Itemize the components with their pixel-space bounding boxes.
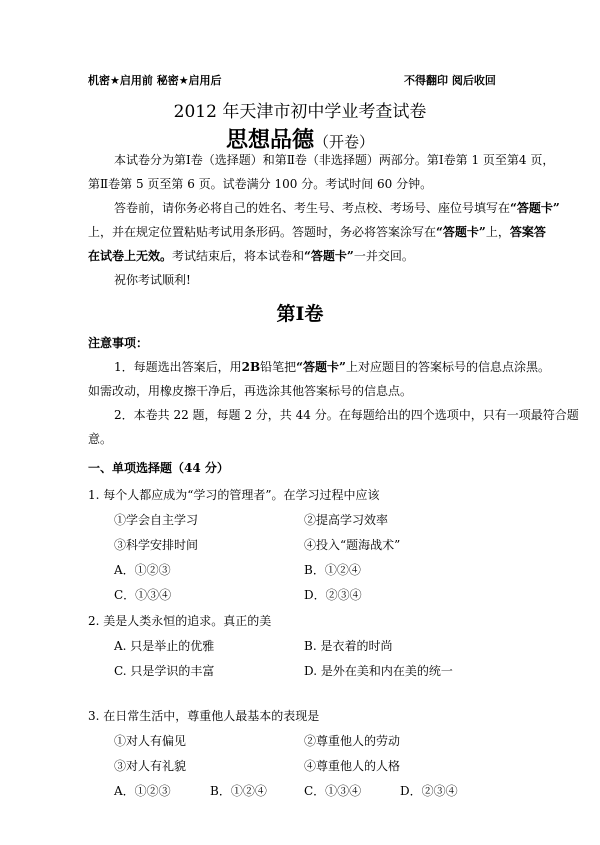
intro-p1-line1: 本试卷分为第Ⅰ卷（选择题）和第Ⅱ卷（非选择题）两部分。第Ⅰ卷第 1 页至第4 页，: [114, 153, 555, 167]
question-2-option-d: D. 是外在美和内在美的统一: [304, 664, 453, 678]
question-2-option-c: C. 只是学识的丰富: [114, 664, 215, 678]
question-1-option-b: B．①②④: [304, 563, 361, 577]
note-2-line1: 2．本卷共 22 题，每题 2 分，共 44 分。在每题给出的四个选项中，只有一项最符合题: [114, 408, 579, 422]
question-3-item-1: ①对人有偏见: [114, 734, 187, 748]
notes-heading: 注意事项：: [88, 336, 149, 350]
question-3-option-d: D．②③④: [400, 784, 458, 798]
question-3-item-4: ④尊重他人的人格: [304, 759, 401, 773]
question-3-option-a: A．①②③: [114, 784, 171, 798]
question-3-option-b: B．①②④: [210, 784, 267, 798]
question-3-item-3: ③对人有礼貌: [114, 759, 187, 773]
question-1-option-c: C．①③④: [114, 588, 172, 602]
part-heading: 一、单项选择题（44 分）: [88, 461, 229, 475]
confidential-label-left: 机密★启用前 秘密★启用后: [88, 74, 222, 87]
question-2-option-a: A. 只是举止的优雅: [114, 639, 215, 653]
note-2-line2: 意。: [88, 432, 113, 446]
question-3-item-2: ②尊重他人的劳动: [304, 734, 401, 748]
confidential-label-right: 不得翻印 阅后收回: [404, 74, 496, 87]
note-1-line2: 如需改动，用橡皮擦干净后，再选涂其他答案标号的信息点。: [88, 384, 413, 398]
subject-name: 思想品德: [225, 127, 314, 153]
intro-p2-line3: 在试卷上无效。考试结束后，将本试卷和“答题卡”一并交回。: [88, 249, 414, 263]
question-1-stem: 1. 每个人都应成为“学习的管理者”。在学习过程中应该: [88, 488, 380, 502]
note-1-line1: 1．每题选出答案后，用2B铅笔把“答题卡”上对应题目的答案标号的信息点涂黑。: [114, 360, 550, 374]
intro-p1-line2: 第Ⅱ卷第 5 页至第 6 页。试卷满分 100 分。考试时间 60 分钟。: [88, 177, 433, 191]
question-1-item-3: ③科学安排时间: [114, 538, 199, 552]
question-2-option-b: B. 是衣着的时尚: [304, 639, 393, 653]
exam-title: 2012 年天津市初中学业考查试卷: [173, 102, 427, 122]
question-3-stem: 3. 在日常生活中，尊重他人最基本的表现是: [88, 709, 320, 723]
question-2-stem: 2. 美是人类永恒的追求。真正的美: [88, 614, 272, 628]
question-1-option-a: A．①②③: [114, 563, 171, 577]
intro-p2-line1: 答卷前，请你务必将自己的姓名、考生号、考点校、考场号、座位号填写在“答题卡”: [114, 201, 560, 215]
question-1-option-d: D．②③④: [304, 588, 362, 602]
intro-p2-line2: 上，并在规定位置粘贴考试用条形码。答题时，务必将答案涂写在“答题卡”上，答案答: [88, 225, 546, 239]
question-1-item-4: ④投入“题海战术”: [304, 538, 401, 552]
question-3-option-c: C．①③④: [304, 784, 362, 798]
question-1-item-1: ①学会自主学习: [114, 513, 199, 527]
subject-note: （开卷）: [314, 133, 375, 151]
question-1-item-2: ②提高学习效率: [304, 513, 389, 527]
intro-wish: 祝你考试顺利!: [114, 273, 191, 287]
section-title: 第Ⅰ卷: [276, 303, 324, 325]
